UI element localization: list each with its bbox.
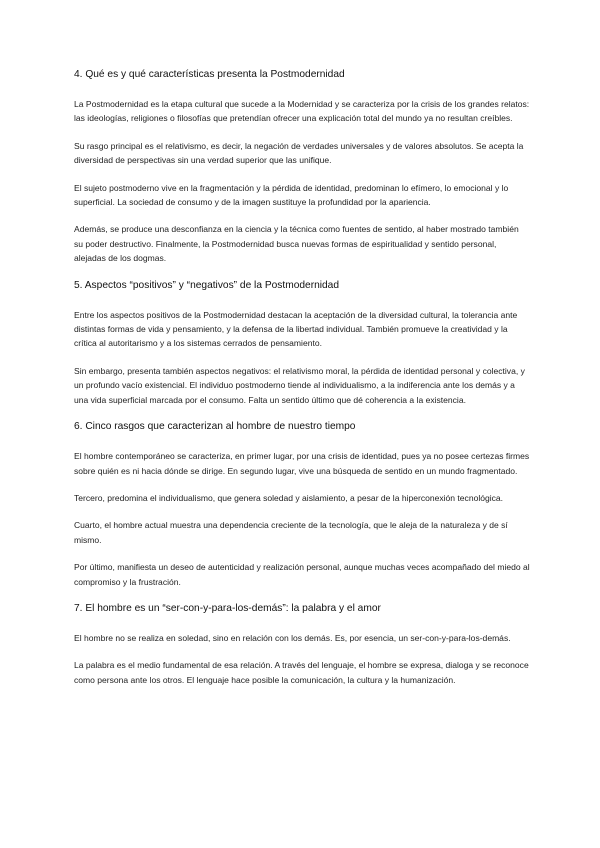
section-cinco-rasgos bbox=[74, 420, 530, 589]
paragraph: La Postmodernidad es la etapa cultural que sucede a la Modernidad y se caracteriza por la crisis de los grandes relatos: las ideologías, religiones o filosofías que pretendían ofrecer una explicación total del mundo ya no resultan creíbles. bbox=[74, 99, 530, 124]
paragraph: La palabra es el medio fundamental de esa relación. A través del lenguaje, el hombre se expresa, dialoga y se reconoce como persona ante los otros. El lenguaje hace posible la comunicación, la cultura y la humanización. bbox=[74, 660, 529, 685]
paragraph: Tercero, predomina el individualismo, que genera soledad y aislamiento, a pesar de la hiperconexión tecnológica. bbox=[74, 492, 504, 503]
section-postmodernidad bbox=[74, 68, 530, 266]
section-heading: 4. Qué es y qué características presenta la Postmodernidad bbox=[74, 69, 345, 80]
section-heading: 5. Aspectos “positivos” y “negativos” de la Postmodernidad bbox=[74, 279, 340, 291]
section-aspectos bbox=[74, 279, 530, 407]
paragraph: El hombre contemporáneo se caracteriza, en primer lugar, por una crisis de identidad, pues ya no posee certezas firmes sobre quién es ni hacia dónde se dirige. En segundo lugar, vive una búsqueda de sentido en un mundo fragmentado. bbox=[74, 451, 530, 476]
section-heading: 7. El hombre es un “ser-con-y-para-los-demás”: la palabra y el amor bbox=[74, 602, 381, 614]
paragraph: El sujeto postmoderno vive en la fragmentación y la pérdida de identidad, predominan lo efímero, lo emocional y lo superficial. La sociedad de consumo y de la imagen sustituye la profundidad por la apariencia. bbox=[74, 182, 509, 208]
paragraph: Además, se produce una desconfianza en la ciencia y la técnica como fuentes de sentido, al haber mostrado también su poder destructivo. Finalmente, la Postmodernidad busca nuevas formas de espiritualidad y sentido personal, alejadas de los dogmas. bbox=[74, 224, 519, 264]
section-heading: 6. Cinco rasgos que caracterizan al hombre de nuestro tiempo bbox=[74, 421, 356, 433]
paragraph: Sin embargo, presenta también aspectos negativos: el relativismo moral, la pérdida de identidad personal y colectiva, y un profundo vacío existencial. El individuo postmoderno tiende al individualismo, a la indiferencia ante los demás y a una vida superficial marcada por el consumo. Falta un sentido último que dé coherencia a la existencia. bbox=[74, 365, 525, 405]
paragraph: Cuarto, el hombre actual muestra una dependencia creciente de la tecnología, que le aleja de la naturaleza y de sí mismo. bbox=[74, 520, 508, 545]
paragraph: Su rasgo principal es el relativismo, es decir, la negación de verdades universales y de valores absolutos. Se acepta la diversidad de perspectivas sin una verdad superior que las unifique. bbox=[74, 140, 524, 166]
paragraph: Entre los aspectos positivos de la Postmodernidad destacan la aceptación de la diversidad cultural, la tolerancia ante distintas formas de vida y pensamiento, y la defensa de la libertad individual. También promueve la creatividad y la crítica al autoritarismo y a los sistemas cerrados de pensamiento. bbox=[74, 309, 518, 349]
paragraph: Por último, manifiesta un deseo de autenticidad y realización personal, aunque muchas veces acompañado del miedo al compromiso y la frustración. bbox=[74, 562, 530, 587]
document-page bbox=[74, 68, 530, 700]
section-ser-con-los-demas bbox=[74, 602, 530, 687]
paragraph: El hombre no se realiza en soledad, sino en relación con los demás. Es, por esencia, un ser-con-y-para-los-demás. bbox=[74, 632, 511, 643]
